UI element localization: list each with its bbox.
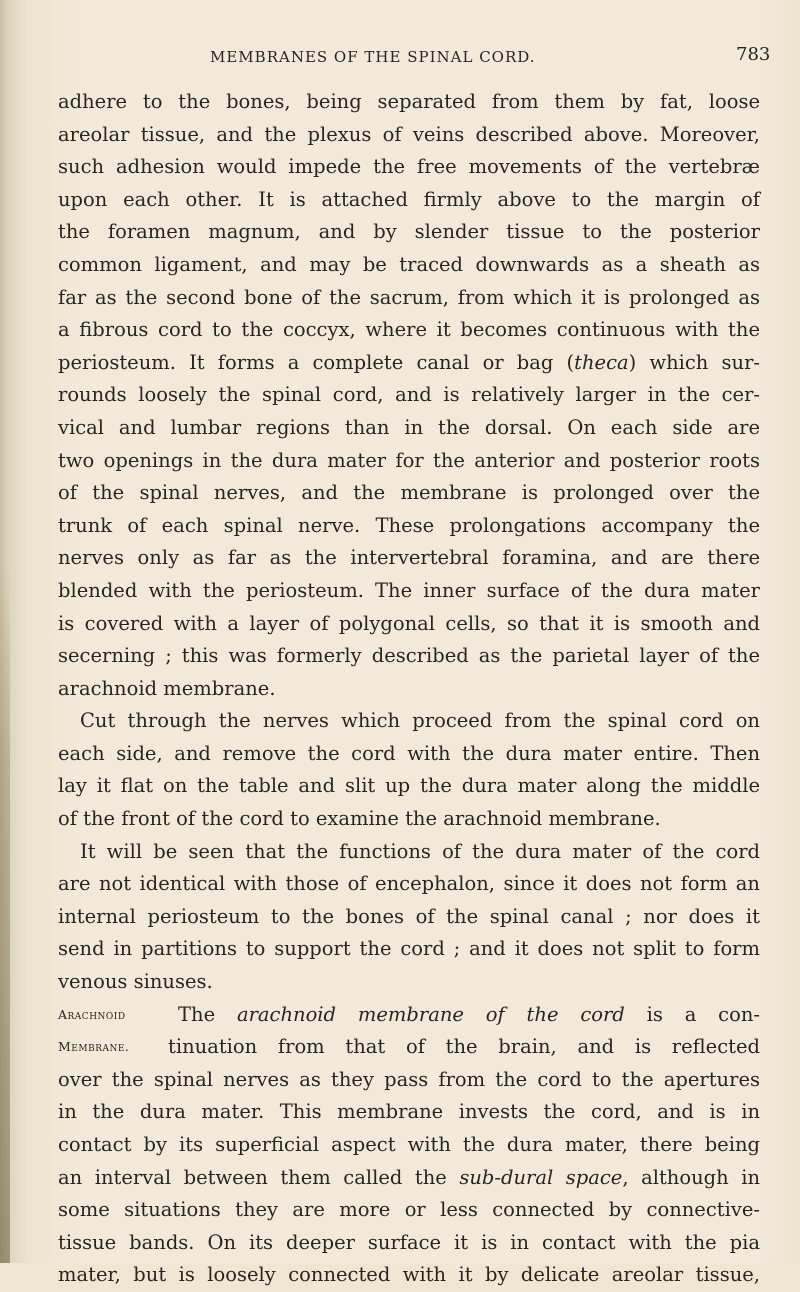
sidenote-membrane: Membrane. — [58, 1039, 130, 1055]
page-number: 783 — [736, 44, 771, 65]
text-line: contact by its superficial aspect with the dura mater, there being — [58, 1133, 760, 1156]
theca-term: theca — [574, 350, 629, 374]
text-line: of the front of the cord to examine the arachnoid membrane. — [58, 807, 661, 831]
text-line: internal periosteum to the bones of the spinal canal ; nor does it — [58, 904, 760, 928]
text-line: two openings in the dura mater for the anterior and posterior roots — [58, 448, 760, 472]
text-line: is covered with a layer of polygonal cells, so that it is smooth and — [58, 611, 760, 635]
sidenote-arachnoid: Arachnoid — [58, 1006, 126, 1022]
text-line-subdural — [58, 1162, 760, 1195]
text-line: adhere to the bones, being separated from them by fat, loose — [58, 90, 760, 113]
arachnoid-second-line — [58, 1031, 760, 1064]
text-line: vical and lumbar regions than in the dorsal. On each side are — [58, 415, 760, 439]
page-gutter-shadow — [0, 560, 10, 1263]
text-line: mater, but is loosely connected with it by delicate areolar tissue, — [58, 1263, 760, 1287]
text-line: of the spinal nerves, and the membrane is prolonged over the — [58, 481, 760, 505]
text-line: secerning ; this was formerly described as the parietal layer of the — [58, 644, 760, 668]
subdural-term: sub-dural space — [459, 1165, 623, 1189]
text-line: rounds loosely the spinal cord, and is relatively larger in the cer- — [58, 383, 760, 407]
text-line: tinuation from that of the brain, and is reflected — [168, 1035, 760, 1059]
text-line: some situations they are more or less connected by connective- — [58, 1198, 760, 1222]
text-line: trunk of each spinal nerve. These prolongations accompany the — [58, 513, 760, 537]
text-line: send in partitions to support the cord ; and it does not split to form — [58, 937, 760, 961]
text-line: common ligament, and may be traced downwards as a sheath as — [58, 252, 760, 276]
running-head: MEMBRANES OF THE SPINAL CORD. — [210, 48, 536, 66]
text-line: such adhesion would impede the free movements of the vertebræ — [58, 155, 760, 179]
text-line: lay it flat on the table and slit up the dura mater along the middle — [58, 774, 760, 798]
text-span: , although in — [622, 1165, 761, 1189]
text-line: a fibrous cord to the coccyx, where it becomes continuous with the — [58, 318, 760, 342]
text-line: nerves only as far as the intervertebral foramina, and are there — [58, 546, 760, 570]
text-line: blended with the periosteum. The inner surface of the dura mater — [58, 578, 760, 602]
text-line: venous sinuses. — [58, 970, 213, 994]
text-span: The — [178, 1002, 237, 1026]
text-line: It will be seen that the functions of the dura mater of the cord — [80, 839, 760, 863]
text-line: are not identical with those of encephalon, since it does not form an — [58, 872, 760, 896]
text-span: is a con- — [624, 1002, 760, 1026]
arachnoid-term: arachnoid membrane of the cord — [236, 1002, 625, 1026]
text-line: over the spinal nerves as they pass from the cord to the apertures — [58, 1067, 760, 1091]
text-line: areolar tissue, and the plexus of veins described above. Moreover, — [58, 122, 760, 146]
text-line: tissue bands. On its deeper surface it is in contact with the pia — [58, 1230, 760, 1254]
text-line: each side, and remove the cord with the dura mater entire. Then — [58, 741, 760, 765]
text-line-theca: periosteum. It forms a complete canal or bag (theca) which sur- — [58, 350, 761, 374]
text-span: an interval between them called the — [58, 1165, 460, 1189]
text-line: far as the second bone of the sacrum, from which it is prolonged as — [58, 285, 760, 309]
text-line: Cut through the nerves which proceed from the spinal cord on — [80, 709, 760, 733]
text-line: arachnoid membrane. — [58, 676, 276, 700]
text-line: the foramen magnum, and by slender tissue to the posterior — [58, 220, 760, 244]
body-text — [58, 86, 760, 1292]
arachnoid-head-line — [58, 999, 760, 1032]
text-line: upon each other. It is attached firmly above to the margin of — [58, 187, 760, 211]
text-line: in the dura mater. This membrane invests the cord, and is in — [58, 1100, 760, 1124]
